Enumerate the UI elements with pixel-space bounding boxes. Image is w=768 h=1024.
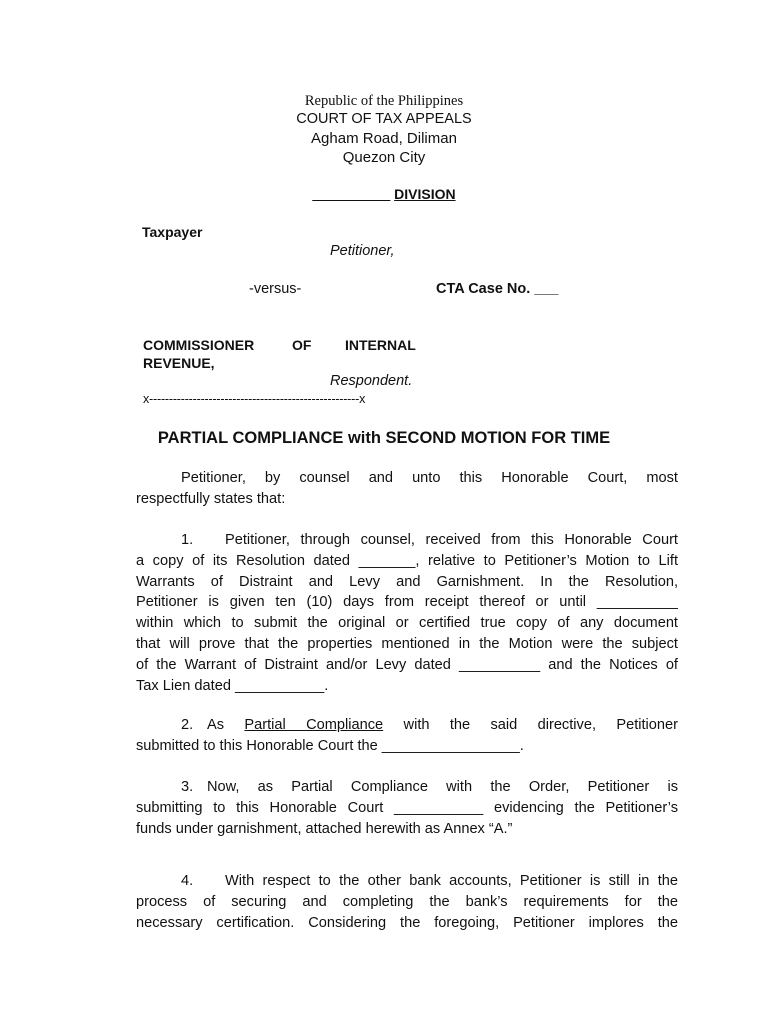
paragraph-3 bbox=[136, 777, 678, 839]
paragraph-1-number: 1. bbox=[181, 532, 194, 548]
paragraph-2 bbox=[136, 715, 678, 757]
case-number-blank: ___ bbox=[534, 281, 559, 297]
respondent-role: Respondent. bbox=[330, 373, 413, 389]
paragraph-1-line-3: Warrants of Distraint and Levy and Garnishment. In the Resolution, bbox=[136, 573, 678, 590]
paragraph-4-line-1-text: With respect to the other bank accounts, Petitioner is still in the bbox=[225, 873, 678, 889]
paragraph-2-line-1 bbox=[136, 715, 678, 736]
paragraph-3-line-3: funds under garnishment, attached herewith as Annex “A.” bbox=[136, 820, 513, 837]
respondent-line2: REVENUE, bbox=[143, 355, 215, 371]
case-number-label: CTA Case No. bbox=[436, 281, 531, 297]
division-heading bbox=[0, 186, 768, 202]
intro-line-2: respectfully states that: bbox=[136, 490, 286, 507]
court-address-line2: Quezon City bbox=[342, 149, 426, 166]
paragraph-1 bbox=[136, 530, 678, 696]
partial-compliance-underlined: Partial Compliance bbox=[244, 717, 384, 733]
paragraph-3-line-2: submitting to this Honorable Court ___________ evidencing the Petitioner’s bbox=[136, 799, 678, 816]
paragraph-1-line-6: that will prove that the properties mentioned in the Motion were the subject bbox=[136, 635, 678, 652]
paragraph-4-line-3: necessary certification. Considering the foregoing, Petitioner implores the bbox=[136, 914, 678, 931]
paragraph-3-line-1-text: Now, as Partial Compliance with the Order, Petitioner is bbox=[207, 779, 678, 795]
petitioner-role: Petitioner, bbox=[330, 243, 395, 259]
paragraph-4-line-1 bbox=[136, 871, 678, 892]
paragraph-4-line-2: process of securing and completing the bank’s requirements for the bbox=[136, 893, 678, 910]
paragraph-1-line-1-text: Petitioner, through counsel, received from this Honorable Court bbox=[225, 532, 678, 548]
respondent-word-internal: INTERNAL bbox=[345, 337, 416, 353]
paragraph-1-line-4: Petitioner is given ten (10) days from receipt thereof or until __________ bbox=[136, 594, 678, 611]
paragraph-1-line-7: of the Warrant of Distraint and/or Levy dated __________ and the Notices of bbox=[136, 656, 678, 673]
case-number bbox=[436, 281, 559, 297]
versus-label: -versus- bbox=[249, 281, 302, 297]
paragraph-1-line-8: Tax Lien dated ___________. bbox=[136, 677, 329, 694]
intro-paragraph bbox=[136, 468, 678, 510]
paragraph-3-line-1 bbox=[136, 777, 678, 798]
paragraph-2-post: with the said directive, Petitioner bbox=[403, 717, 678, 733]
paragraph-3-number: 3. bbox=[181, 779, 194, 795]
paragraph-4-number: 4. bbox=[181, 873, 194, 889]
intro-line-1: Petitioner, by counsel and unto this Honorable Court, most bbox=[181, 470, 678, 486]
paragraph-1-line-5: within which to submit the original or certified true copy of any document bbox=[136, 615, 678, 632]
republic-heading: Republic of the Philippines bbox=[304, 93, 464, 109]
document-title: PARTIAL COMPLIANCE with SECOND MOTION FOR TIME bbox=[157, 429, 611, 447]
paragraph-2-number: 2. bbox=[181, 717, 194, 733]
caption-separator: x-----------------------------------------------------x bbox=[143, 392, 366, 406]
petitioner-name: Taxpayer bbox=[142, 224, 203, 240]
court-address-line1: Agham Road, Diliman bbox=[311, 130, 457, 147]
court-name: COURT OF TAX APPEALS bbox=[296, 111, 472, 127]
paragraph-1-line-1 bbox=[136, 530, 678, 551]
division-label: DIVISION bbox=[394, 186, 456, 202]
paragraph-2-line-2: submitted to this Honorable Court the _________________. bbox=[136, 737, 524, 754]
paragraph-2-pre: As bbox=[207, 717, 225, 733]
respondent-word-of: OF bbox=[292, 337, 312, 353]
division-blank: __________ bbox=[312, 186, 391, 202]
paragraph-4 bbox=[136, 871, 678, 933]
paragraph-1-line-2: a copy of its Resolution dated _______, relative to Petitioner’s Motion to Lift bbox=[136, 552, 678, 569]
respondent-word-commissioner: COMMISSIONER bbox=[143, 337, 255, 353]
